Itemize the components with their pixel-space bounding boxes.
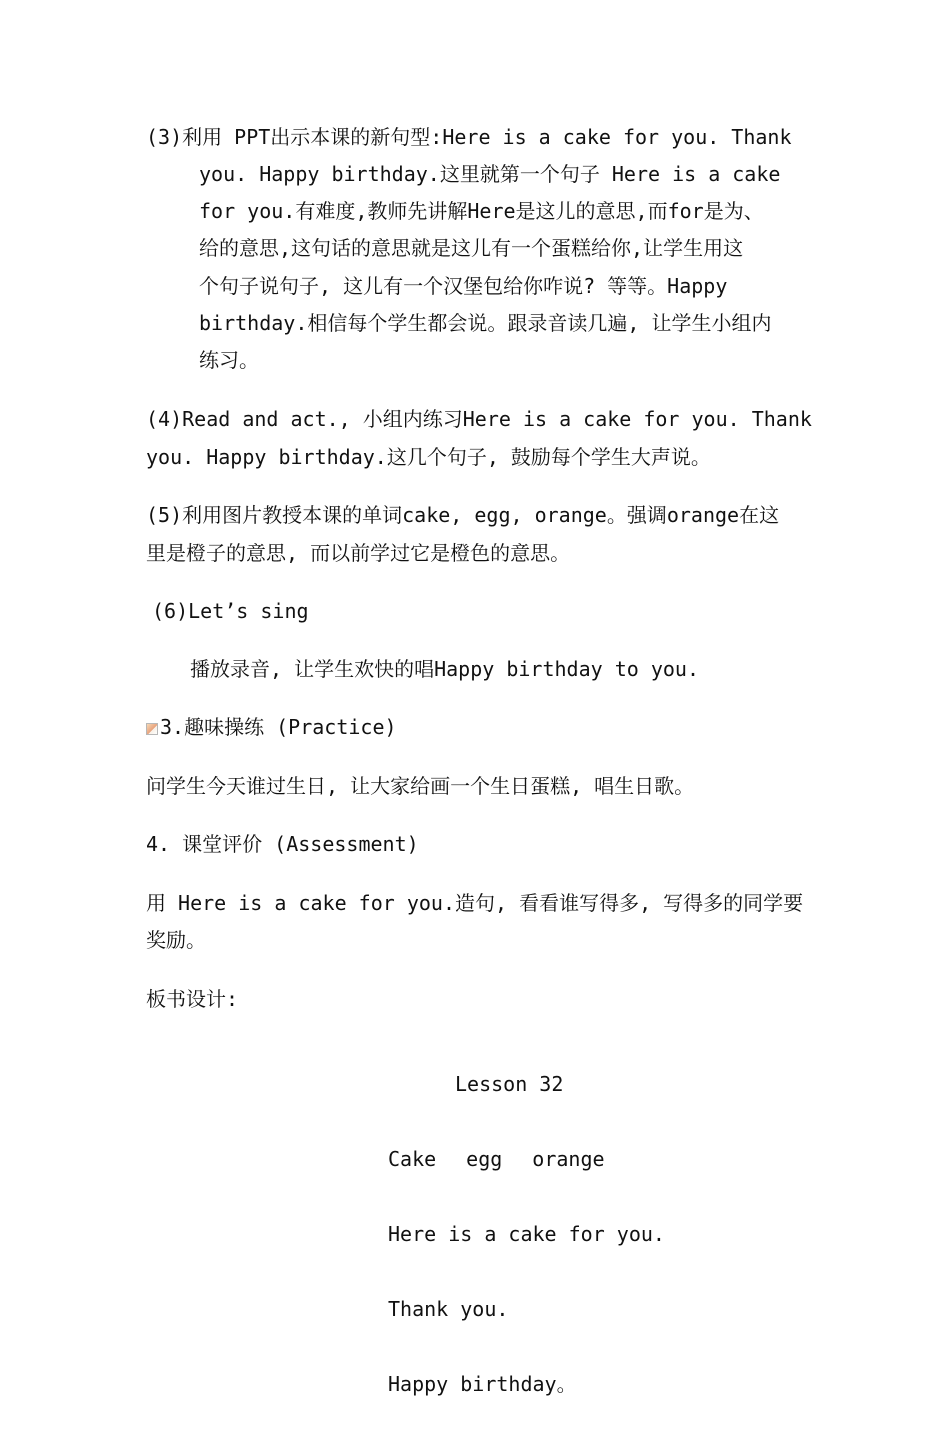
board-sentence-3: Happy birthday。 — [388, 1372, 577, 1396]
item6-heading: (6)Let’s sing — [152, 599, 309, 623]
section3-text: 问学生今天谁过生日, 让大家给画一个生日蛋糕, 唱生日歌。 — [146, 774, 695, 798]
item3-line-3: for you.有难度,教师先讲解Here是这儿的意思,而for是为、 — [199, 199, 764, 223]
item4-line-1: (4)Read and act., 小组内练习Here is a cake for you. Thank — [146, 407, 812, 431]
board-word-orange: orange — [532, 1147, 605, 1171]
section4-heading: 4. 课堂评价 (Assessment) — [146, 832, 419, 856]
broken-image-icon — [146, 723, 158, 735]
board-design-label: 板书设计: — [146, 987, 239, 1011]
item3-line-2: you. Happy birthday.这里就第一个句子 Here is a cake — [199, 162, 781, 186]
item6-text: 播放录音, 让学生欢快的唱Happy birthday to you. — [190, 657, 699, 681]
item5-line-2: 里是橙子的意思, 而以前学过它是橙色的意思。 — [146, 541, 571, 565]
board-sentence-2: Thank you. — [388, 1297, 509, 1321]
board-title: Lesson 32 — [455, 1072, 564, 1096]
item3-line-5: 个句子说句子, 这儿有一个汉堡包给你咋说? 等等。Happy — [199, 274, 728, 298]
board-words-row — [388, 1147, 665, 1172]
board-word-cake: Cake — [388, 1147, 437, 1171]
section4-text-line-1: 用 Here is a cake for you.造句, 看看谁写得多, 写得多的同学要 — [146, 891, 804, 915]
board-sentence-1: Here is a cake for you. — [388, 1222, 665, 1246]
item3-line-7: 练习。 — [199, 348, 259, 372]
board-design — [388, 1022, 665, 1447]
section3-heading-line — [146, 714, 397, 740]
item5-line-1: (5)利用图片教授本课的单词cake, egg, orange。强调orange在这 — [146, 503, 780, 527]
item3-line-1: (3)利用 PPT出示本课的新句型:Here is a cake for you. Thank — [146, 125, 792, 149]
item4-line-2: you. Happy birthday.这几个句子, 鼓励每个学生大声说。 — [146, 445, 711, 469]
section4-text-line-2: 奖励。 — [146, 928, 206, 952]
item3-line-4: 给的意思,这句话的意思就是这儿有一个蛋糕给你,让学生用这 — [199, 236, 744, 260]
board-word-egg: egg — [466, 1147, 503, 1171]
section3-heading: 3.趣味操练 (Practice) — [160, 715, 397, 739]
item3-line-6: birthday.相信每个学生都会说。跟录音读几遍, 让学生小组内 — [199, 311, 772, 335]
